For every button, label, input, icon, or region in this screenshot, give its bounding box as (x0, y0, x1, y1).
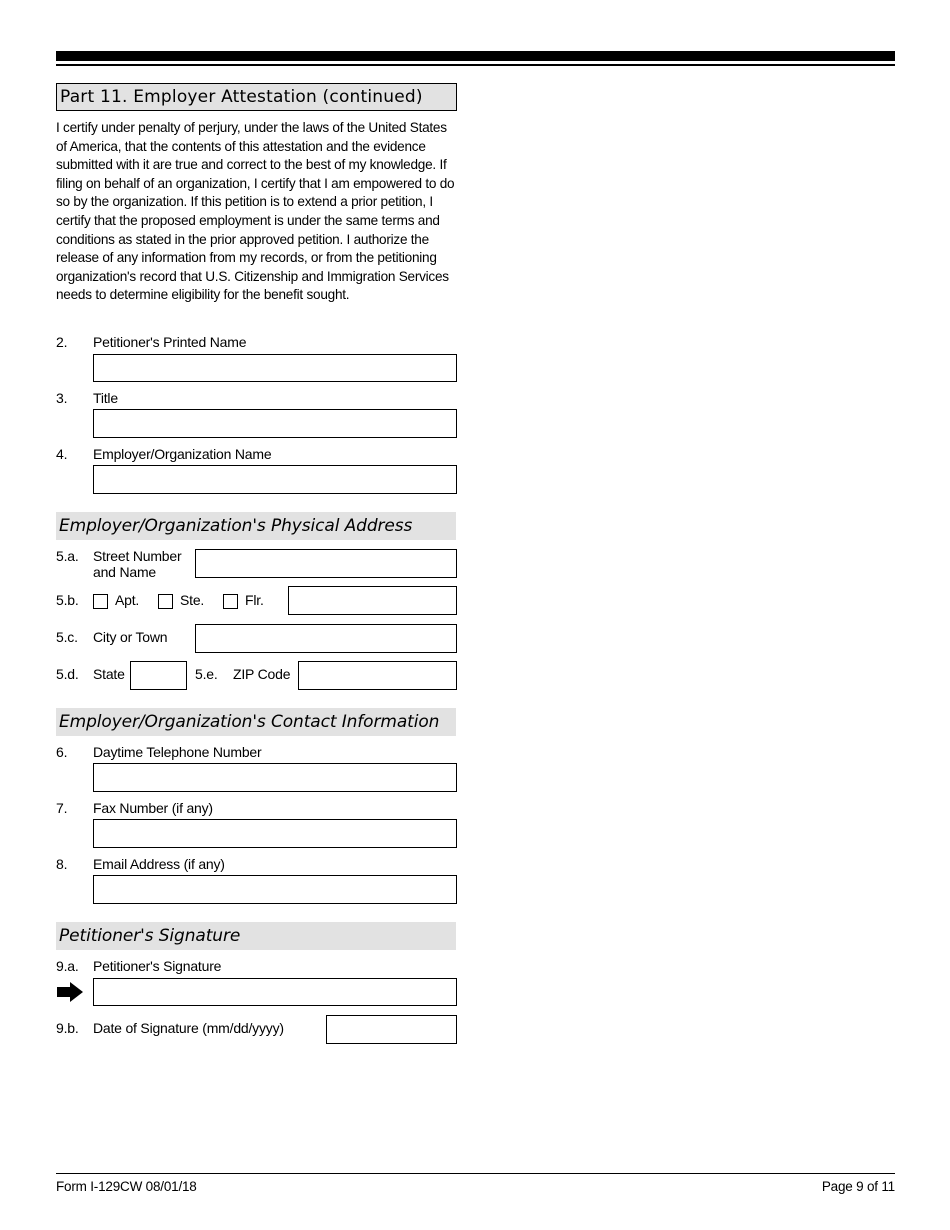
signature-field[interactable] (93, 978, 457, 1006)
signature-date-label: Date of Signature (mm/dd/yyyy) (93, 1020, 284, 1036)
signature-section-header: Petitioner's Signature (56, 922, 456, 950)
footer-rule (56, 1173, 895, 1174)
org-name-label: Employer/Organization Name (93, 446, 272, 462)
unit-number-field[interactable] (288, 586, 457, 615)
item-number-3: 3. (56, 390, 68, 406)
footer-page-number: Page 9 of 11 (821, 1179, 895, 1194)
state-label: State (93, 666, 125, 682)
city-label: City or Town (93, 629, 168, 645)
street-label-line1: Street Number (93, 548, 182, 564)
flr-label: Flr. (245, 592, 264, 608)
item-number-9b: 9.b. (56, 1020, 79, 1036)
phone-field[interactable] (93, 763, 457, 792)
footer-form-id: Form I-129CW 08/01/18 (56, 1179, 197, 1194)
zip-label: ZIP Code (233, 666, 291, 682)
city-field[interactable] (195, 624, 457, 653)
part-header: Part 11. Employer Attestation (continued) (56, 83, 457, 111)
item-number-4: 4. (56, 446, 68, 462)
fax-label: Fax Number (if any) (93, 800, 213, 816)
fax-field[interactable] (93, 819, 457, 848)
item-number-2: 2. (56, 334, 68, 350)
item-number-5d: 5.d. (56, 666, 79, 682)
phone-label: Daytime Telephone Number (93, 744, 262, 760)
printed-name-field[interactable] (93, 354, 457, 382)
attestation-text: I certify under penalty of perjury, under the laws of the United States of America, that the contents of this attestation and the evidence submitted with it are true and correct to the best of my knowledge. If filing on behalf of an organization, I certify that I am empowered to do so by the organization. If this petition is to extend a prior petition, I certify that the proposed employment is under the same terms and conditions as stated in the prior approved petition. I authorize the release of any information from my records, or from the petitioning organization's record that U.S. Citizenship and Immigration Services needs to determine eligibility for the benefit sought. (56, 120, 455, 303)
street-field[interactable] (195, 549, 457, 578)
top-rule-thin (56, 64, 895, 66)
item-number-7: 7. (56, 800, 68, 816)
zip-field[interactable] (298, 661, 457, 690)
flr-checkbox[interactable] (223, 594, 238, 609)
top-rule-thick (56, 51, 895, 61)
printed-name-label: Petitioner's Printed Name (93, 334, 247, 350)
signature-date-field[interactable] (326, 1015, 457, 1044)
org-name-field[interactable] (93, 465, 457, 494)
street-label-line2: and Name (93, 564, 156, 580)
ste-checkbox[interactable] (158, 594, 173, 609)
email-label: Email Address (if any) (93, 856, 225, 872)
ste-label: Ste. (180, 592, 205, 608)
state-field[interactable] (130, 661, 187, 690)
signature-label: Petitioner's Signature (93, 958, 222, 974)
apt-checkbox[interactable] (93, 594, 108, 609)
arrow-right-icon (56, 981, 84, 1003)
item-number-8: 8. (56, 856, 68, 872)
item-number-6: 6. (56, 744, 68, 760)
contact-section-header: Employer/Organization's Contact Information (56, 708, 456, 736)
item-number-9a: 9.a. (56, 958, 79, 974)
email-field[interactable] (93, 875, 457, 904)
address-section-header: Employer/Organization's Physical Address (56, 512, 456, 540)
item-number-5a: 5.a. (56, 548, 79, 564)
item-number-5c: 5.c. (56, 629, 78, 645)
title-field[interactable] (93, 409, 457, 438)
item-number-5b: 5.b. (56, 592, 79, 608)
item-number-5e: 5.e. (195, 666, 218, 682)
apt-label: Apt. (115, 592, 140, 608)
title-label: Title (93, 390, 118, 406)
